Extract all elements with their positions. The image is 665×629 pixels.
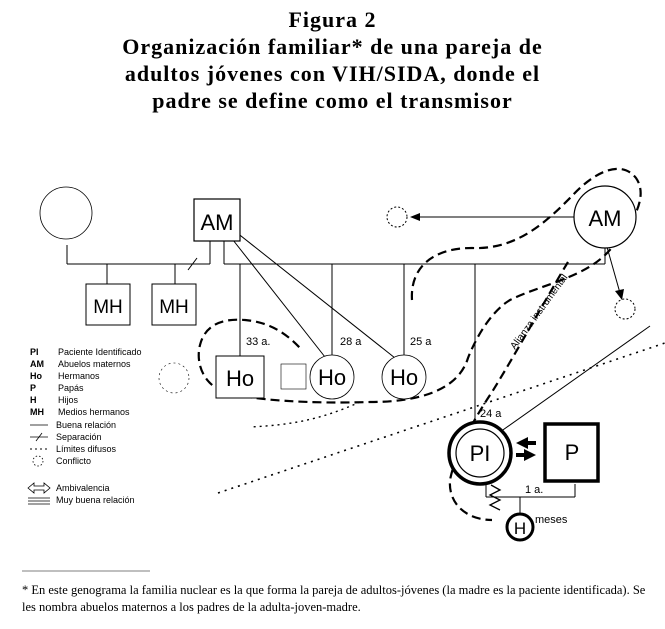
miscarriage-circle bbox=[159, 363, 189, 393]
legend-desc: Límites difusos bbox=[56, 444, 117, 454]
mh1-label: MH bbox=[93, 297, 123, 318]
age-label: 1 a. bbox=[525, 484, 544, 496]
ho1-label: Ho bbox=[225, 366, 255, 391]
deceased-star-icon bbox=[615, 299, 635, 319]
legend-ambivalence-icon bbox=[28, 483, 50, 493]
legend-abbr: Ho bbox=[30, 371, 42, 381]
am-left-label: AM bbox=[200, 210, 234, 235]
ho3-label: Ho bbox=[389, 365, 419, 390]
pi-label: PI bbox=[469, 441, 491, 466]
legend-desc: Paciente Identificado bbox=[58, 347, 142, 357]
figure-number: Figura 2 bbox=[288, 7, 377, 32]
legend-desc: Muy buena relación bbox=[56, 495, 135, 505]
mh2-label: MH bbox=[159, 297, 189, 318]
legend-abbr: AM bbox=[30, 359, 44, 369]
alliance-label: Alianza instrumental bbox=[508, 272, 571, 352]
footnote: * En este genograma la familia nuclear es la que forma la pareja de adultos-jóvenes (la madre es la paciente identificada). Se les nombra abuelos maternos a los padres de la adulta-joven-madre. bbox=[22, 583, 646, 614]
conflict-arrow bbox=[516, 449, 536, 461]
conflict-arrow bbox=[516, 437, 536, 449]
small-square bbox=[281, 364, 306, 389]
age-label: meses bbox=[535, 514, 568, 526]
ho2-label: Ho bbox=[317, 365, 347, 390]
age-label: 24 a bbox=[480, 408, 502, 420]
am-right-label: AM bbox=[588, 206, 622, 231]
h-label: H bbox=[513, 519, 527, 538]
age-label: 28 a bbox=[340, 336, 362, 348]
arrowhead bbox=[410, 213, 420, 221]
deceased-star-icon bbox=[387, 207, 407, 227]
legend-desc: Abuelos maternos bbox=[58, 359, 131, 369]
legend-abbr: H bbox=[30, 395, 37, 405]
p-label: P bbox=[564, 440, 580, 465]
legend-abbr: P bbox=[30, 383, 37, 393]
grandfather-paternal-circle bbox=[40, 187, 92, 239]
legend bbox=[28, 347, 142, 505]
legend-desc: Papás bbox=[58, 383, 84, 393]
age-label: 25 a bbox=[410, 336, 432, 348]
arrowhead bbox=[615, 289, 624, 300]
legend-desc: Hijos bbox=[58, 395, 79, 405]
diffuse-boundary-dotted bbox=[250, 402, 360, 427]
figure-title-line: padre se define como el transmisor bbox=[152, 88, 513, 113]
legend-desc: Medios hermanos bbox=[58, 407, 130, 417]
figure-title-line: Organización familiar* de una pareja de bbox=[122, 34, 543, 59]
legend-abbr: PI bbox=[30, 347, 39, 357]
figure-title-line: adultos jóvenes con VIH/SIDA, donde el bbox=[124, 61, 541, 86]
legend-desc: Separación bbox=[56, 432, 102, 442]
legend-desc: Hermanos bbox=[58, 371, 100, 381]
legend-desc: Ambivalencia bbox=[56, 483, 110, 493]
legend-desc: Conflicto bbox=[56, 456, 92, 466]
legend-conflict-icon bbox=[33, 456, 43, 466]
legend-abbr: MH bbox=[30, 407, 44, 417]
age-label: 33 a. bbox=[246, 336, 271, 348]
legend-desc: Buena relación bbox=[56, 420, 117, 430]
